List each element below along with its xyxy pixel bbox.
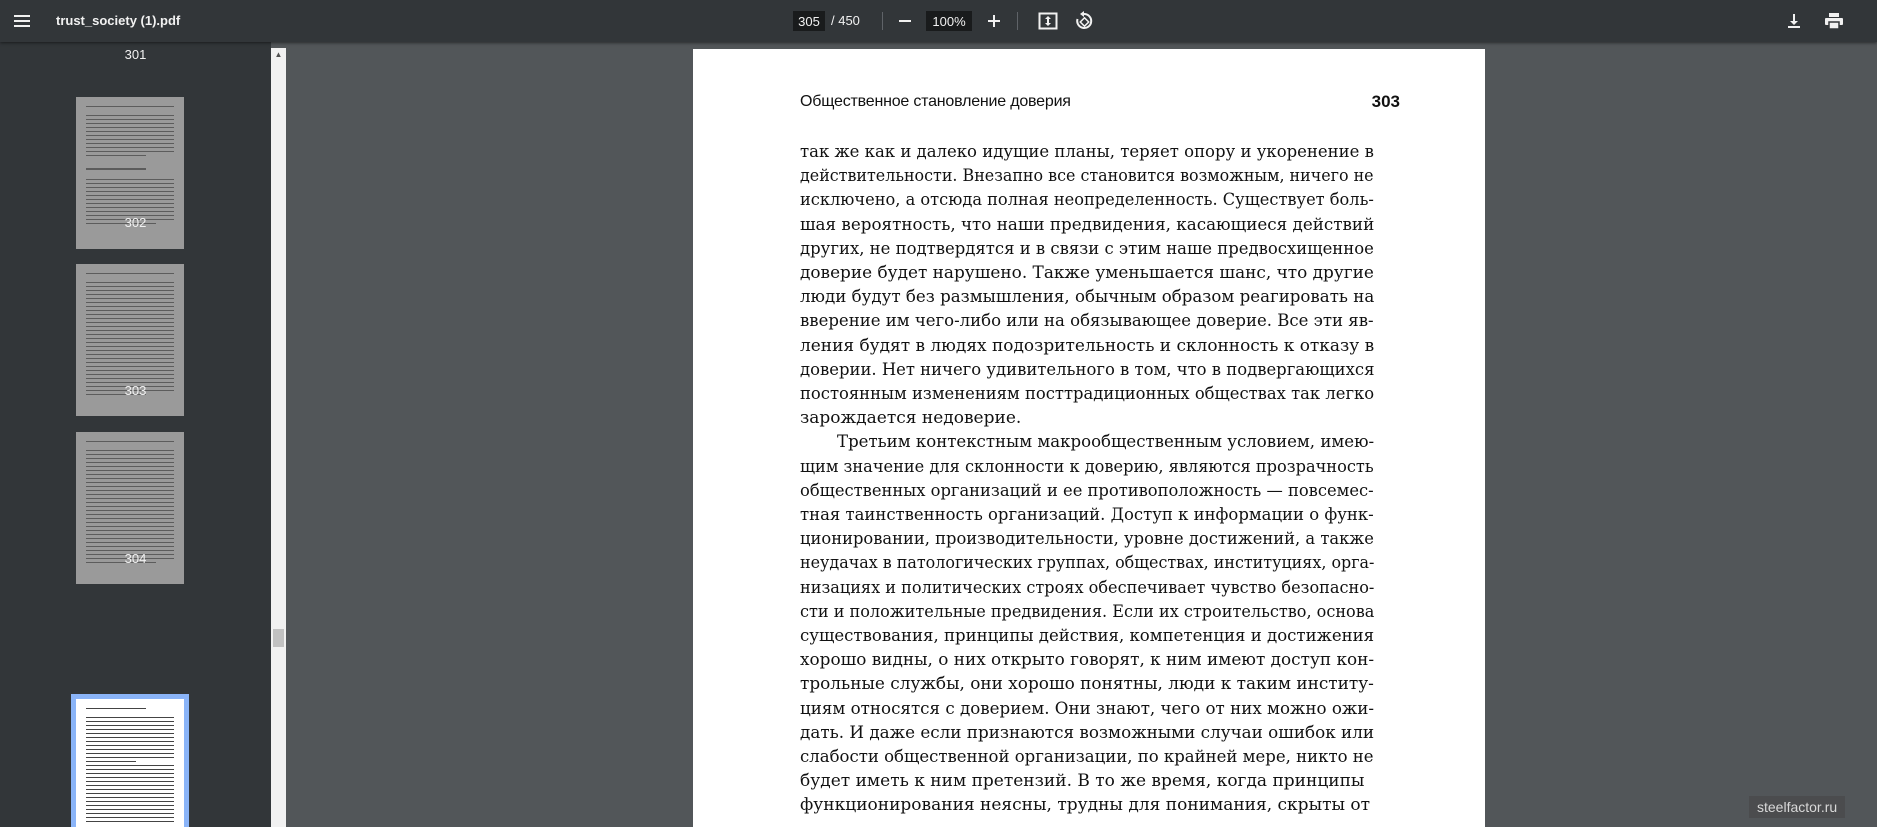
text-line: так же как и далеко идущие планы, теряет опору и укоренение в	[800, 142, 1374, 162]
text-line: низациях и политических строях обеспечивает чувство безопасно-	[800, 577, 1375, 598]
document-viewer[interactable]	[286, 42, 1877, 827]
text-line: существования, принципы действия, компетенция и достижения	[800, 626, 1375, 647]
text-line: постоянным изменениям посттрадиционных обществах так легко	[800, 384, 1375, 405]
text-line: других, не подтвердятся и в связи с этим наше предвосхищенное	[800, 238, 1374, 259]
text-line: Третьим контекстным макрообщественным условием, имею-	[837, 432, 1375, 453]
zoom-input[interactable]	[926, 11, 972, 31]
document-title: trust_society (1).pdf	[56, 13, 181, 28]
text-line: сти и положительные предвидения. Если их строительство, основа	[800, 601, 1375, 622]
page-total: / 450	[831, 13, 860, 28]
menu-icon[interactable]	[10, 9, 34, 33]
download-icon[interactable]	[1782, 9, 1806, 33]
text-line: дать. И даже если признаются возможными случаи ошибок или	[800, 722, 1375, 743]
scroll-up-arrow-icon[interactable]: ▲	[274, 50, 283, 59]
text-line: хорошо видны, о них открыто говорят, к ним имеют доступ кон-	[800, 650, 1375, 671]
pdf-page	[693, 49, 1485, 827]
watermark: steelfactor.ru	[1749, 796, 1845, 818]
text-line: доверии. Нет ничего удивительного в том, что в подвергающихся	[800, 359, 1375, 380]
thumbnail-label: 301	[124, 47, 147, 62]
text-line: циям относятся с доверием. Они знают, чего от них можно ожи-	[800, 698, 1375, 719]
text-line: общественных организаций и ее противоположность — повсемес-	[800, 480, 1374, 501]
thumbnail-label: 302	[124, 215, 147, 230]
page-number: 303	[1371, 92, 1400, 111]
text-line: трольные службы, они хорошо понятны, люди к таким институ-	[800, 674, 1374, 695]
text-line: ввeрение им чего-либо или на обязывающее доверие. Все эти яв-	[800, 311, 1374, 332]
text-line: зарождается недоверие.	[800, 408, 1022, 429]
page-number-input[interactable]	[793, 11, 825, 31]
fit-to-page-icon[interactable]	[1036, 9, 1060, 33]
thumbnail-page-305[interactable]	[76, 699, 184, 827]
text-line: исключено, а отсюда полная неопределенность. Существует боль-	[800, 190, 1374, 211]
text-line: ления будят в людях подозрительность и склонность к отказу в	[800, 335, 1375, 356]
text-line: слабости общественной организации, по крайней мере, никто не	[800, 747, 1374, 768]
text-line: неудачах в патологических группах, обществах, институциях, орга-	[800, 553, 1375, 574]
text-line: щим значение для склонности к доверию, являются прозрачность	[800, 456, 1374, 477]
minus-icon[interactable]	[893, 9, 917, 33]
scrollbar-thumb[interactable]	[273, 629, 284, 647]
thumbnail-label: 304	[124, 551, 147, 566]
thumbnail-label: 303	[124, 383, 147, 398]
plus-icon[interactable]	[982, 9, 1006, 33]
text-line: люди будут без размышления, обычным образом реагировать на	[800, 287, 1375, 308]
thumbnail-sidebar	[0, 42, 271, 827]
sidebar-scrollbar[interactable]	[271, 48, 286, 827]
running-head: Общественное становление доверия	[800, 93, 1071, 110]
text-line: функционирования неясны, трудны для понимания, скрыты от	[800, 795, 1371, 816]
print-icon[interactable]	[1822, 9, 1846, 33]
text-line: действительности. Внезапно все становится возможным, ничего не	[800, 166, 1374, 187]
separator	[882, 12, 883, 30]
text-line: шая вероятность, что наши предвидения, касающиеся действий	[800, 214, 1375, 235]
text-line: доверие будет нарушено. Также уменьшается шанс, что другие	[800, 263, 1374, 284]
separator	[1017, 12, 1018, 30]
rotate-icon[interactable]	[1072, 9, 1096, 33]
text-line: ционировании, производительности, уровне достижений, а также	[800, 529, 1374, 550]
text-line: тная таинственность организаций. Доступ к информации о функ-	[800, 505, 1374, 526]
page-body-text	[800, 140, 1374, 818]
pdf-toolbar	[0, 0, 1877, 42]
text-line: будет иметь к ним претензий. В то же время, когда принципы	[800, 771, 1365, 792]
